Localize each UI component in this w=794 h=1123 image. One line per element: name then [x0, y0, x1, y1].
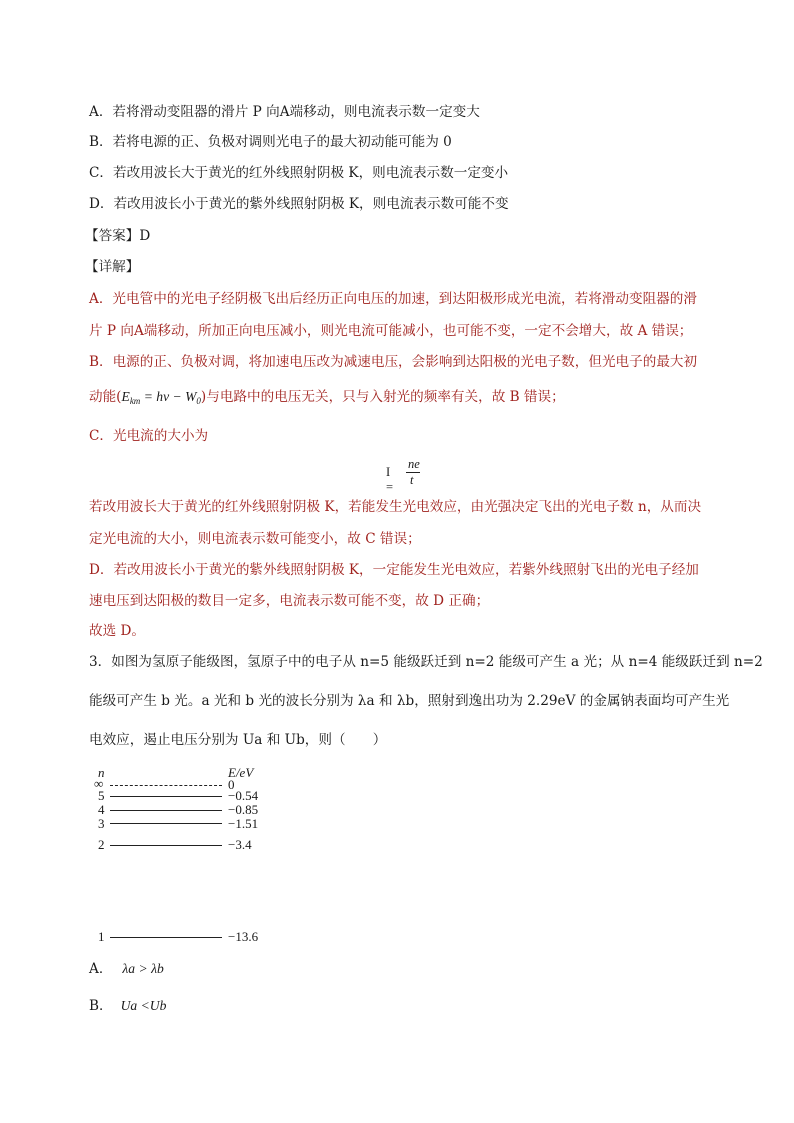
- kinetic-energy-formula: $E_{km} = h\nu - W_0$: [121, 389, 201, 406]
- level-e-1: −13.6: [228, 929, 259, 944]
- q3-line3: 电效应，遏止电压分别为 Ua 和 Ub，则（ ）: [89, 732, 387, 748]
- q3-line1: 3．如图为氢原子能级图，氢原子中的电子从 n=5 能级跃迁到 n=2 能级可产生 a 光；从 n=4 能级跃迁到 n=2: [89, 654, 763, 670]
- level-n-4: 4: [98, 802, 105, 817]
- level-line-4: [110, 810, 222, 811]
- level-e-2: −3.4: [228, 837, 252, 852]
- explain-b-suffix: )与电路中的电压无关，只与入射光的频率有关，故 B 错误；: [200, 389, 565, 405]
- level-n-3: 3: [98, 816, 105, 831]
- explain-b-line1: B．电源的正、负极对调，将加速电压改为减速电压，会影响到达阳极的光电子数，但光电子的最大初: [89, 354, 698, 370]
- level-line-2: [110, 845, 222, 846]
- explain-a-line2: 片 P 向A端移动，所加正向电压减小，则光电流可能减小，也可能不变，一定不会增大，故 A 错误；: [89, 323, 693, 339]
- energy-level-diagram: [95, 765, 275, 945]
- level-n-1: 1: [98, 929, 105, 944]
- option-a-prev: A．若将滑动变阻器的滑片 P 向A端移动，则电流表示数一定变大: [89, 104, 480, 120]
- option-b-prev: B．若将电源的正、负极对调则光电子的最大初动能可能为 0: [89, 134, 452, 150]
- explain-b-line2: [89, 388, 565, 410]
- level-e-4: −0.85: [228, 802, 259, 817]
- answer-line: 【答案】D: [85, 228, 151, 244]
- explain-b-prefix: 动能(: [89, 389, 122, 405]
- n-axis-label: n: [98, 765, 105, 780]
- level-e-3: −1.51: [228, 816, 259, 831]
- detail-title: 【详解】: [85, 259, 140, 275]
- q3-line2: 能级可产生 b 光。a 光和 b 光的波长分别为 λa 和 λb，照射到逸出功为 2.29eV 的金属钠表面均可产生光: [89, 693, 730, 709]
- explain-d-line1: D．若改用波长小于黄光的紫外线照射阴极 K，一定能发生光电效应，若紫外线照射飞出的光电子经加: [89, 562, 699, 578]
- level-n-5: 5: [98, 788, 105, 803]
- level-e-inf: 0: [228, 777, 235, 792]
- level-line-3: [110, 823, 222, 824]
- level-e-5: −0.54: [228, 788, 259, 803]
- explain-a-line1: A．光电管中的光电子经阴极飞出后经历正向电压的加速，到达阳极形成光电流，若将滑动变阻器的滑: [89, 291, 697, 307]
- explain-d-line2: 速电压到达阳极的数目一定多，电流表示数可能不变，故 D 正确；: [89, 593, 490, 609]
- explain-c-line3: 定光电流的大小，则电流表示数可能变小，故 C 错误；: [89, 531, 421, 547]
- level-n-2: 2: [98, 837, 105, 852]
- level-line-1: [110, 937, 222, 938]
- q3-option-b: B． Ua <Ub: [89, 998, 167, 1014]
- option-c-prev: C．若改用波长大于黄光的红外线照射阴极 K，则电流表示数一定变小: [89, 165, 509, 181]
- option-d-prev: D．若改用波长小于黄光的紫外线照射阴极 K，则电流表示数可能不变: [89, 196, 509, 212]
- energy-axis-label: E/eV: [228, 765, 254, 780]
- level-line-inf: [110, 785, 222, 786]
- explain-c-line2: 若改用波长大于黄光的红外线照射阴极 K，若能发生光电效应，由光强决定飞出的光电子数 n，从而决: [89, 499, 702, 515]
- conclusion: 故选 D。: [89, 623, 146, 639]
- q3-option-a: A． λa > λb: [89, 961, 164, 977]
- explain-c-line1: C．光电流的大小为: [89, 428, 209, 444]
- level-line-5: [110, 796, 222, 797]
- level-n-inf: ∞: [94, 776, 104, 791]
